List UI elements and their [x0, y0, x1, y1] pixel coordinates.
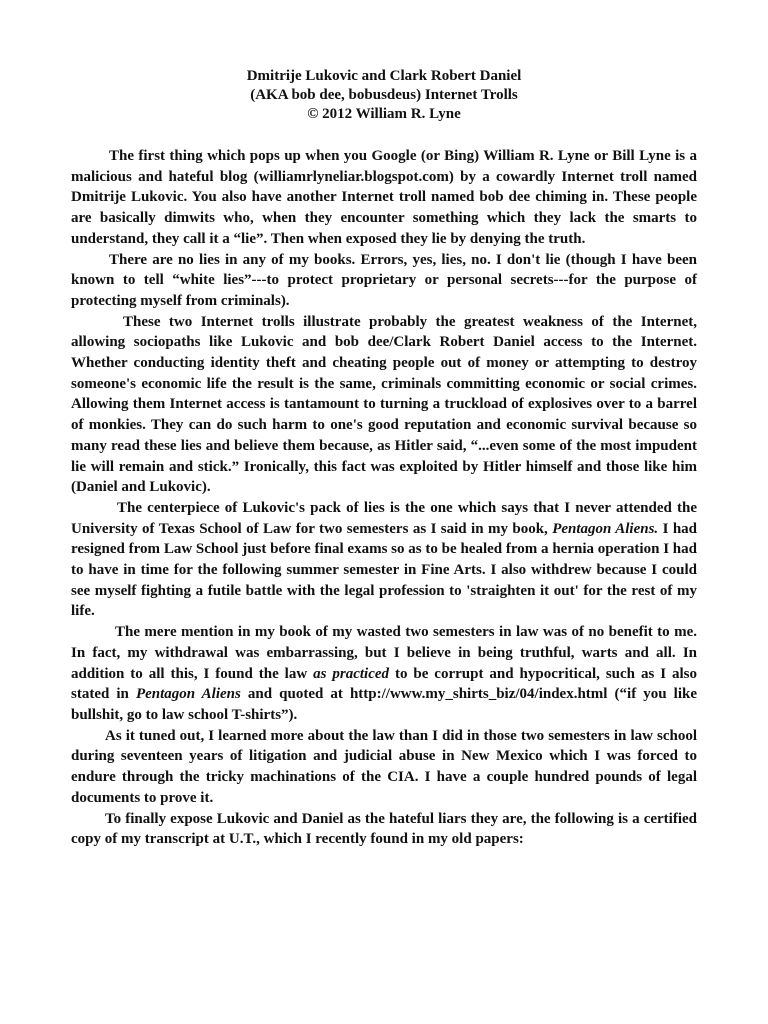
paragraph-5-text-b: to be corrupt and hypocritical, such as I also stated in	[71, 665, 697, 703]
paragraph-4-text-b: I had resigned from Law School just before final exams so as to be healed from a hernia operation I had to have in time for the following summer semester in Fine Arts. I also withdrew because I could see myself fighting a futile battle with the legal profession to 'straighten it out' for the rest of my life.	[71, 520, 698, 620]
book-title-pentagon-aliens: Pentagon Aliens.	[552, 520, 659, 537]
emphasis-as-practiced: as practiced	[313, 665, 390, 682]
paragraph-3: These two Internet trolls illustrate probably the greatest weakness of the Internet, allowing sociopaths like Lukovic and bob dee/Clark Robert Daniel access to the Internet. Whether conducting identity theft and cheating people out of money or attempting to destroy someone's economic life the result is the same, criminals committing economic or social crimes. Allowing them Internet access is tantamount to turning a truckload of explosives over to a barrel of monkies. They can do such harm to one's good reputation and economic survival because so many read these lies and believe them because, as Hitler said, “...even some of the most impudent lie will remain and stick.” Ironically, this fact was exploited by Hitler himself and those like him (Daniel and Lukovic).	[71, 313, 697, 496]
book-title-pentagon-aliens-2: Pentagon Aliens	[135, 686, 241, 703]
paragraph-2: There are no lies in any of my books. Errors, yes, lies, no. I don't lie (though I have been known to tell “white lies”---to protect proprietary or personal secrets---for the purpose of protecting myself from criminals).	[71, 251, 697, 309]
paragraph-1: The first thing which pops up when you Google (or Bing) William R. Lyne or Bill Lyne is a malicious and hateful blog (williamrlyneliar.blogspot.com) by a cowardly Internet troll named Dmitrije Lukovic. You also have another Internet troll named bob dee chiming in. These people are basically dimwits who, when they encounter something which they lack the smarts to understand, they call it a “lie”. Then when exposed they lie by denying the truth.	[71, 148, 697, 247]
paragraph-4-text-a: The centerpiece of Lukovic's pack of lies is the one which says that I never attended the University of Texas School of Law for two semesters as I said in my book,	[71, 499, 697, 537]
heading-subtitle: (AKA bob dee, bobusdeus) Internet Trolls	[250, 87, 518, 103]
document-body	[71, 146, 697, 850]
paragraph-4	[71, 498, 697, 622]
paragraph-7: To finally expose Lukovic and Daniel as the hateful liars they are, the following is a certified copy of my transcript at U.T., which I recently found in my old papers:	[71, 810, 697, 848]
heading-title: Dmitrije Lukovic and Clark Robert Daniel	[246, 68, 522, 84]
document-heading	[71, 67, 697, 124]
paragraph-6: As it tuned out, I learned more about the law than I did in those two semesters in law school during seventeen years of litigation and judicial abuse in New Mexico which I was forced to endure through the tricky machinations of the CIA. I have a couple hundred pounds of legal documents to prove it.	[71, 727, 697, 806]
heading-copyright: © 2012 William R. Lyne	[307, 106, 461, 122]
paragraph-5-text-a: The mere mention in my book of my wasted two semesters in law was of no benefit to me. In fact, my withdrawal was embarrassing, but I believe in being truthful, warts and all. In addition to all this, I found the law	[71, 624, 697, 682]
paragraph-5	[71, 622, 697, 726]
paragraph-5-text-c: and quoted at http://www.my_shirts_biz/04/index.html (“if you like bullshit, go to law school T-shirts”).	[71, 686, 697, 723]
